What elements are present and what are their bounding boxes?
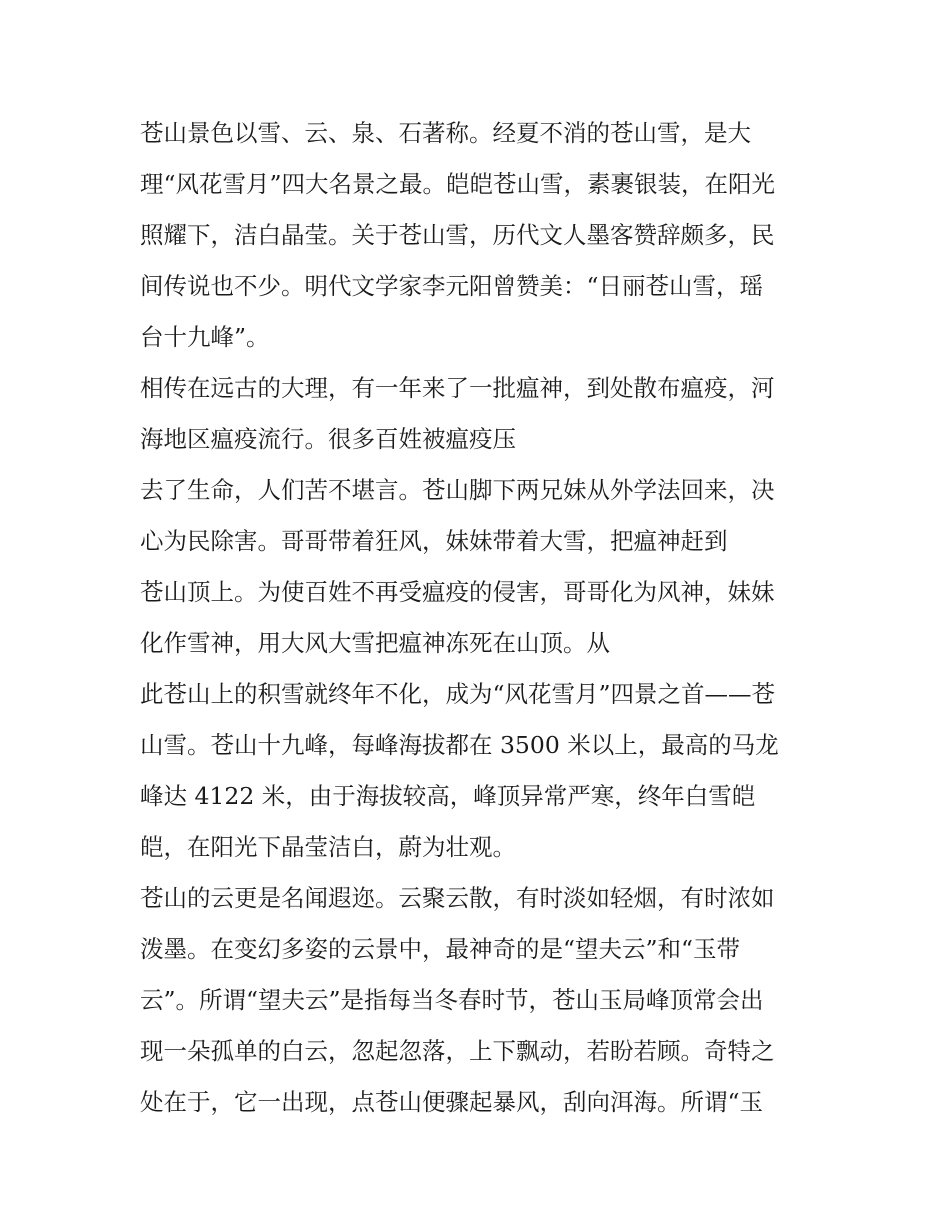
text-line: 理“风花雪月”四大名景之最。皑皑苍山雪，素裹银装，在阳光 bbox=[140, 170, 776, 198]
text-line: 峰达 4122 米，由于海拔较高，峰顶异常严寒，终年白雪皑 bbox=[140, 782, 756, 810]
text-line: 苍山的云更是名闻遐迩。云聚云散，有时淡如轻烟，有时浓如 bbox=[140, 884, 775, 912]
text-line: 照耀下，洁白晶莹。关于苍山雪，历代文人墨客赞辞颇多，民 bbox=[140, 221, 775, 249]
text-line: 间传说也不少。明代文学家李元阳曾赞美：“日丽苍山雪，瑶 bbox=[140, 272, 764, 300]
text-line: 心为民除害。哥哥带着狂风，妹妹带着大雪，把瘟神赶到 bbox=[140, 527, 728, 555]
text-line: 相传在远古的大理，有一年来了一批瘟神，到处散布瘟疫，河 bbox=[140, 374, 775, 402]
text-line: 苍山景色以雪、云、泉、石著称。经夏不消的苍山雪，是大 bbox=[140, 119, 751, 147]
text-line: 化作雪神，用大风大雪把瘟神冻死在山顶。从 bbox=[140, 629, 610, 657]
text-line: 现一朵孤单的白云，忽起忽落，上下飘动，若盼若顾。奇特之 bbox=[140, 1037, 775, 1065]
text-line: 去了生命，人们苦不堪言。苍山脚下两兄妹从外学法回来，决 bbox=[140, 476, 775, 504]
text-line: 山雪。苍山十九峰，每峰海拔都在 3500 米以上，最高的马龙 bbox=[140, 731, 779, 759]
text-line: 海地区瘟疫流行。很多百姓被瘟疫压 bbox=[140, 425, 516, 453]
text-line: 皑，在阳光下晶莹洁白，蔚为壮观。 bbox=[140, 833, 516, 861]
text-line: 云”。所谓“望夫云”是指每当冬春时节，苍山玉局峰顶常会出 bbox=[140, 986, 764, 1014]
text-line: 处在于，它一出现，点苍山便骤起暴风，刮向洱海。所谓“玉 bbox=[140, 1088, 764, 1116]
text-line: 苍山顶上。为使百姓不再受瘟疫的侵害，哥哥化为风神，妹妹 bbox=[140, 578, 775, 606]
body-text bbox=[140, 108, 820, 1128]
text-line: 台十九峰”。 bbox=[140, 323, 270, 351]
text-line: 此苍山上的积雪就终年不化，成为“风花雪月”四景之首——苍 bbox=[140, 680, 776, 708]
text-line: 泼墨。在变幻多姿的云景中，最神奇的是“望夫云”和“玉带 bbox=[140, 935, 741, 963]
